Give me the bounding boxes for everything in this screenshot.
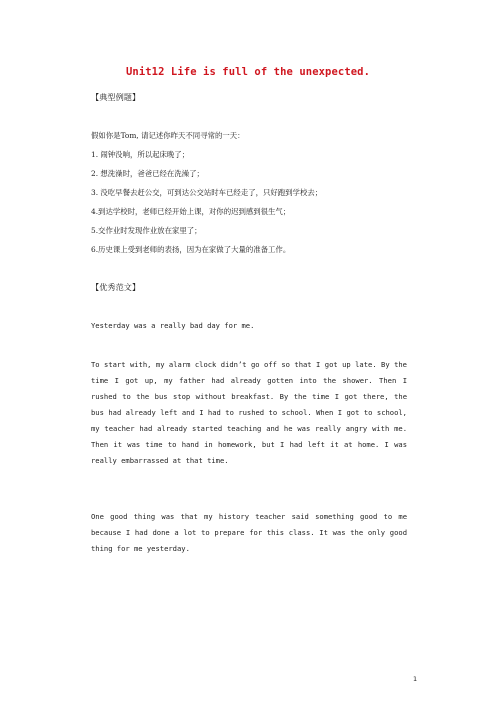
task-item-5: 5.交作业时发现作业放在家里了；	[91, 226, 202, 235]
essay-paragraph-1: Yesterday was a really bad day for me.	[91, 321, 255, 330]
page-title: Unit12 Life is full of the unexpected.	[125, 66, 371, 78]
task-item-6: 6.历史课上受到老师的表扬，因为在家做了大量的准备工作。	[91, 245, 291, 254]
task-item-4: 4.到达学校时，老师已经开始上课，对你的迟到感到很生气；	[91, 207, 291, 216]
task-item-2: 2. 想洗澡时，爸爸已经在洗澡了；	[91, 169, 204, 178]
section-label-sample: 【优秀范文】	[91, 282, 141, 292]
task-item-3: 3. 没吃早餐去赶公交，可到达公交站时车已经走了，只好跑到学校去；	[91, 188, 323, 197]
page-number: 1	[413, 675, 418, 683]
section-label-example: 【典型例题】	[91, 92, 141, 102]
task-item-1: 1. 闹钟没响，所以起床晚了；	[91, 150, 190, 159]
essay-paragraph-2: To start with, my alarm clock didn’t go off so that I got up late. By the time I got up, my father had already gotten into the shower. Then I rushed to the bus stop without breakfast. By the time I got there, the bus had already left and I had to rushed to school. When I got to school, my teacher had already started teaching and he was really angry with me. Then it was time to hand in homework, but I had left it at home. I was really embarrassed at that time.	[91, 360, 407, 465]
writing-prompt: 假如你是Tom, 请记述你昨天不同寻常的一天：	[91, 131, 245, 140]
essay-paragraph-3: One good thing was that my history teacher said something good to me because I had done a lot to prepare for this class. It was the only good thing for me yesterday.	[91, 512, 407, 553]
